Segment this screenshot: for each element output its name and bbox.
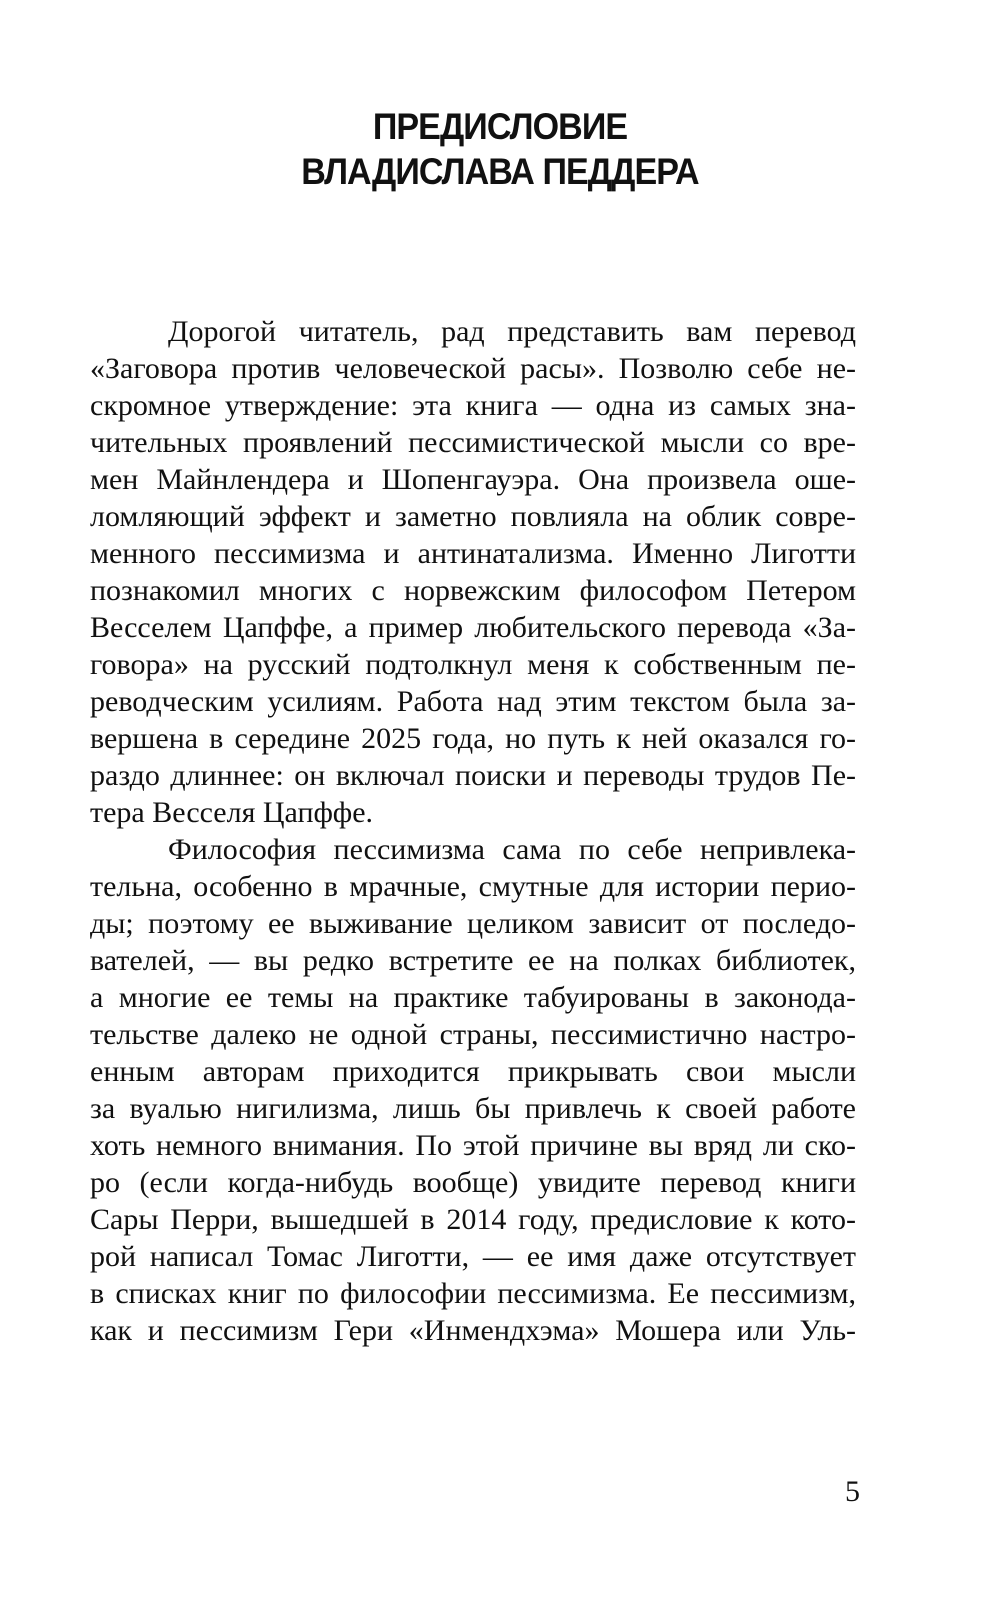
text-line: менного пессимизма и антинатализма. Именно Лиготти [90,537,856,570]
text-line: раздо длиннее: он включал поиски и переводы трудов Пе- [90,759,856,792]
text-line: Философия пессимизма сама по себе непривлека- [168,833,856,866]
text-line: мен Майнлендера и Шопенгауэра. Она произвела оше- [90,463,856,496]
text-line: ды; поэтому ее выживание целиком зависит от последо- [90,907,856,940]
text-line: ро (если когда-нибудь вообще) увидите перевод книги [90,1166,856,1199]
text-line: Сары Перри, вышедшей в 2014 году, предисловие к кото- [90,1203,856,1236]
text-line: а многие ее темы на практике табуированы в законода- [90,981,856,1014]
text-line: говора» на русский подтолкнул меня к собственным пе- [90,648,856,681]
text-line: вершена в середине 2025 года, но путь к ней оказался го- [90,722,856,755]
paragraph-2 [90,831,856,1349]
text-line: тера Весселя Цапффе. [90,796,374,829]
text-line: реводческим усилиям. Работа над этим текстом была за- [90,685,856,718]
text-line: рой написал Томас Лиготти, — ее имя даже отсутствует [90,1240,856,1273]
text-line: Весселем Цапффе, а пример любительского перевода «За- [90,611,856,644]
text-line: Дорогой читатель, рад представить вам перевод [168,315,856,348]
chapter-title-line-2: ВЛАДИСЛАВА ПЕДДЕРА [301,151,699,192]
text-line: ломляющий эффект и заметно повлияла на облик совре- [90,500,856,533]
text-line: как и пессимизм Гери «Инмендхэма» Мошера или Уль- [90,1314,856,1347]
text-line: «Заговора против человеческой расы». Позволю себе не- [90,352,856,385]
text-line: познакомил многих с норвежским философом Петером [90,574,856,607]
paragraph-1 [90,313,856,831]
chapter-title-line-1: ПРЕДИСЛОВИЕ [372,106,628,147]
text-line: скромное утверждение: эта книга — одна из самых зна- [90,389,856,422]
text-line: чительных проявлений пессимистической мысли со вре- [90,426,856,459]
text-line: тельна, особенно в мрачные, смутные для истории перио- [90,870,856,903]
text-line: за вуалью нигилизма, лишь бы привлечь к своей работе [90,1092,856,1125]
page-number: 5 [845,1475,860,1508]
text-line: вателей, — вы редко встретите ее на полках библиотек, [90,944,856,977]
text-line: в списках книг по философии пессимизма. Ее пессимизм, [90,1277,856,1310]
text-line: хоть немного внимания. По этой причине вы вряд ли ско- [90,1129,856,1162]
text-line: енным авторам приходится прикрывать свои мысли [90,1055,856,1088]
text-line: тельстве далеко не одной страны, пессимистично настро- [90,1018,856,1051]
body-text [90,313,856,1349]
